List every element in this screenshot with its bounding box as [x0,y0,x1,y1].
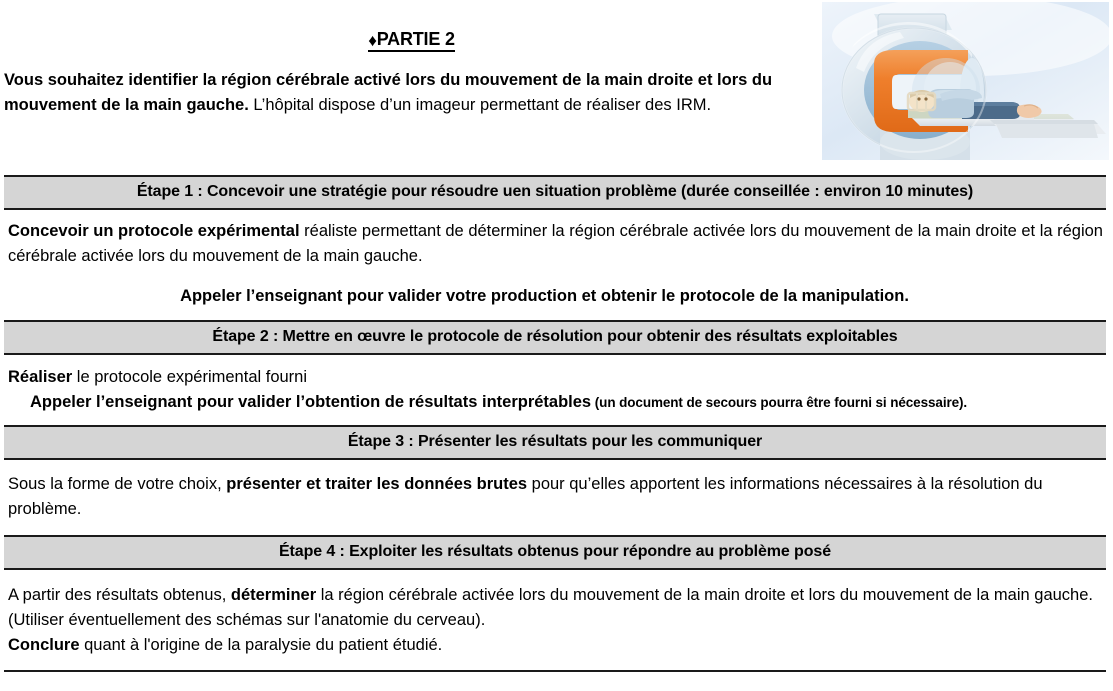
document-header [0,0,1113,175]
step-body-4 [0,570,1113,669]
steps-table [0,175,1113,672]
page-title [368,30,455,52]
step-1-regular-text: réaliste permettant de déterminer la région cérébrale activée lors du mouvement de la main droite et la région cérébrale activée lors du mouvement de la main gauche. [8,222,1103,265]
step-4-conclusion-bold: Conclure [8,635,80,654]
step-header-1: Étape 1 : Concevoir une stratégie pour résoudre uen situation problème (durée conseillée : environ 10 minutes) [4,175,1106,210]
step-3-paragraph [8,472,1105,522]
step-2-teacher-call [8,390,1105,415]
step-4-conclusion-regular: quant à l'origine de la paralysie du patient étudié. [79,635,443,654]
step-2-regular-text: le protocole expérimental fourni [72,368,308,387]
step-body-2 [0,355,1113,425]
intro-regular-text: L’hôpital dispose d’un imageur permettant de réaliser des IRM. [248,96,712,115]
step-2-bold-lead: Réaliser [8,368,73,387]
step-4-bold-text: déterminer [230,586,317,605]
step-header-2: Étape 2 : Mettre en œuvre le protocole de résolution pour obtenir des résultats exploitables [4,320,1106,355]
step-header-3: Étape 3 : Présenter les résultats pour les communiquer [4,425,1106,460]
intro-bold-text: Vous souhaitez identifier la région cérébrale activé lors du mouvement de la main droite et lors du mouvement de la main gauche. [4,71,773,115]
step-2-paragraph [8,365,1105,390]
step-body-1 [0,210,1113,320]
step-2-teacher-call-note: (un document de secours pourra être fourni si nécessaire). [591,395,968,410]
table-bottom-rule [4,670,1106,672]
step-1-teacher-call: Appeler l’enseignant pour valider votre production et obtenir le protocole de la manipulation. [180,286,909,305]
step-4-text-part3: la région cérébrale activée lors du mouvement de la main droite et lors du mouvement de la main gauche. (Utiliser éventuellement des schémas sur l'anatomie du cerveau). [8,586,1093,629]
step-3-text-part3: pour qu’elles apportent les informations nécessaires à la résolution du problème. [8,474,1043,518]
step-3-bold-text: présenter et traiter les données brutes [226,474,528,493]
step-4-conclusion [8,633,1105,658]
mri-scanner-icon [822,2,1109,160]
mri-scanner-illustration [822,2,1109,160]
step-header-4: Étape 4 : Exploiter les résultats obtenus pour répondre au problème posé [4,535,1106,570]
intro-paragraph [4,68,810,118]
diamond-bullet-icon: ♦ [368,31,377,50]
step-3-text-part1: Sous la forme de votre choix, [8,474,227,493]
step-4-text-part1: A partir des résultats obtenus, [8,586,231,605]
step-1-paragraph [8,219,1105,269]
step-1-bold-lead: Concevoir un protocole expérimental [8,222,300,240]
step-4-paragraph [8,583,1105,633]
page-title-text: PARTIE 2 [376,29,455,49]
step-2-teacher-call-text: Appeler l’enseignant pour valider l’obtention de résultats interprétables [30,393,592,411]
step-body-3 [0,460,1113,536]
